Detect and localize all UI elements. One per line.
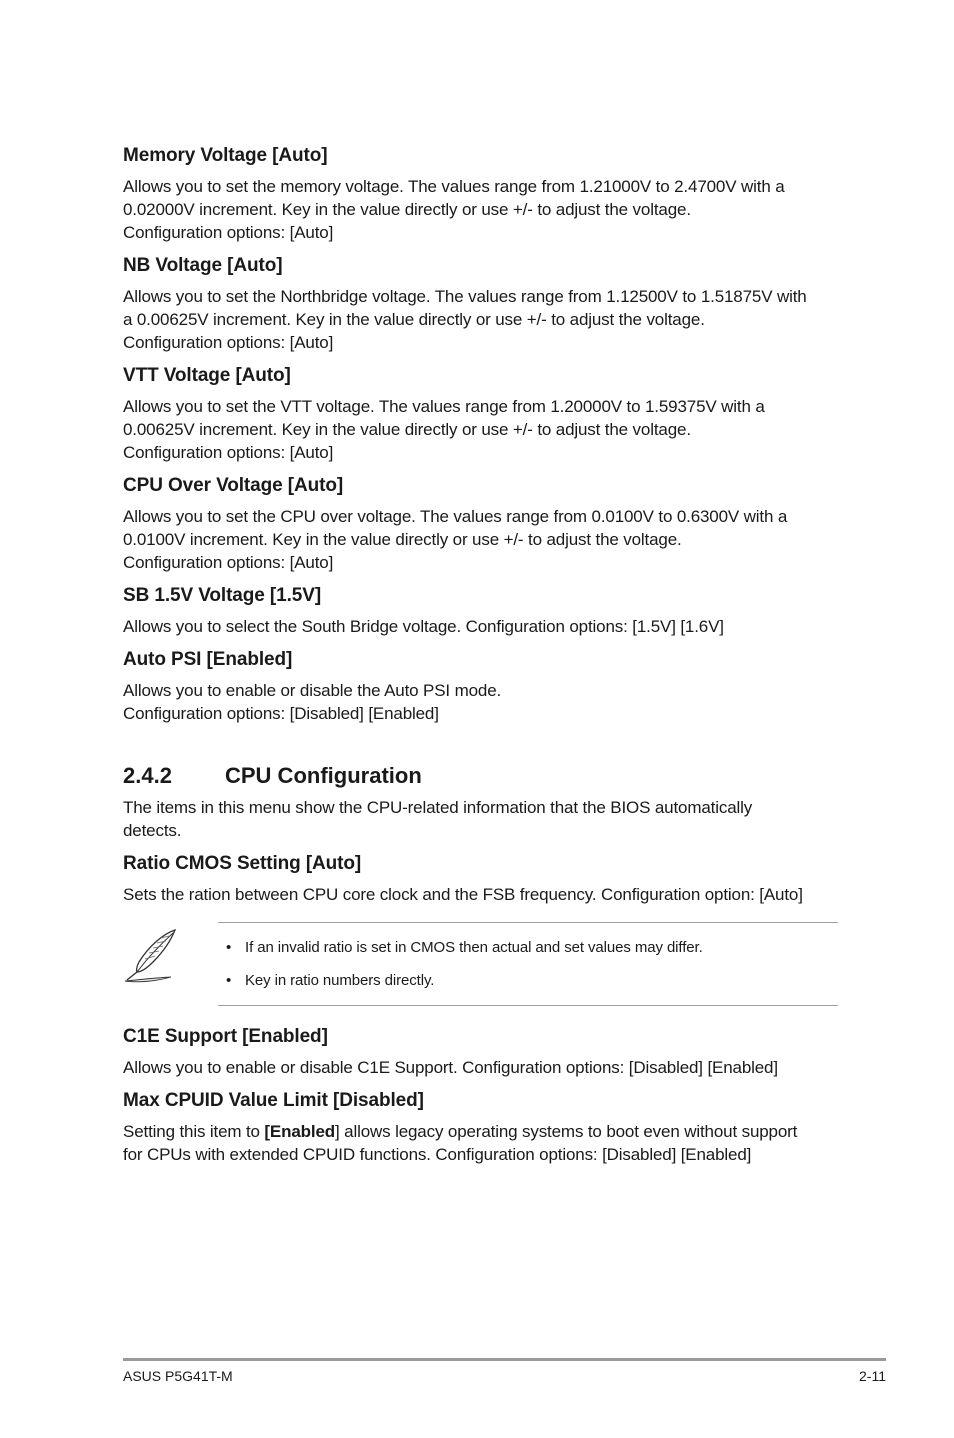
description-line: Configuration options: [Disabled] [Enabled]: [123, 704, 439, 723]
feather-pen-icon: [123, 922, 218, 1006]
setting-vtt-voltage: [123, 363, 838, 464]
description-line: Allows you to set the CPU over voltage. The values range from 0.0100V to 0.6300V with a: [123, 507, 788, 526]
setting-title: C1E Support [Enabled]: [123, 1026, 328, 1047]
intro-line: The items in this menu show the CPU-related information that the BIOS automatically: [123, 798, 753, 817]
description-line: Allows you to enable or disable the Auto PSI mode.: [123, 681, 502, 700]
setting-title: Max CPUID Value Limit [Disabled]: [123, 1090, 424, 1111]
text-run: Setting this item to: [123, 1122, 265, 1141]
setting-description: [123, 615, 838, 638]
note-text: Key in ratio numbers directly.: [245, 972, 435, 989]
description-line: Configuration options: [Auto]: [123, 333, 334, 352]
setting-nb-voltage: [123, 253, 838, 354]
setting-description: [123, 679, 838, 725]
setting-max-cpuid: [123, 1088, 838, 1166]
setting-title: CPU Over Voltage [Auto]: [123, 475, 344, 496]
description-line: [123, 1120, 838, 1143]
section-intro: [123, 796, 838, 842]
footer-page-number: 2-11: [859, 1368, 886, 1384]
setting-title: Memory Voltage [Auto]: [123, 145, 328, 166]
note-item: [226, 931, 838, 964]
intro-line: detects.: [123, 821, 182, 840]
section-number: 2.4.2: [123, 763, 172, 788]
setting-auto-psi: [123, 647, 838, 725]
bullet: •: [226, 972, 232, 989]
setting-cpu-over-voltage: [123, 473, 838, 574]
note-body: [218, 922, 838, 1006]
note-item: [226, 964, 838, 997]
setting-c1e-support: [123, 1024, 838, 1079]
description-line: Allows you to set the memory voltage. The values range from 1.21000V to 2.4700V with a: [123, 177, 785, 196]
description-line: Configuration options: [Auto]: [123, 223, 334, 242]
setting-description: [123, 1120, 838, 1166]
setting-memory-voltage: [123, 143, 838, 244]
setting-sb-voltage: [123, 583, 838, 638]
footer-rule: [123, 1358, 886, 1361]
note-box: [123, 922, 838, 1006]
text-run: ] allows legacy operating systems to boot even without support: [335, 1122, 798, 1141]
bullet: •: [226, 939, 232, 956]
description-line: Allows you to set the Northbridge voltage. The values range from 1.12500V to 1.51875V with: [123, 287, 807, 306]
description-line: Configuration options: [Auto]: [123, 443, 334, 462]
manual-content: [123, 143, 838, 1175]
description-line: Allows you to set the VTT voltage. The values range from 1.20000V to 1.59375V with a: [123, 397, 765, 416]
description-line: 0.02000V increment. Key in the value directly or use +/- to adjust the voltage.: [123, 200, 691, 219]
description-line: 0.0100V increment. Key in the value directly or use +/- to adjust the voltage.: [123, 530, 682, 549]
note-text: If an invalid ratio is set in CMOS then actual and set values may differ.: [245, 939, 703, 956]
setting-description: [123, 175, 838, 244]
footer-product-name: ASUS P5G41T-M: [123, 1368, 233, 1384]
setting-description: Allows you to enable or disable C1E Support. Configuration options: [Disabled] [Enabled]: [123, 1058, 778, 1077]
description-line: Allows you to select the South Bridge voltage. Configuration options: [1.5V] [1.6V]: [123, 617, 724, 636]
setting-description: [123, 505, 838, 574]
setting-title: NB Voltage [Auto]: [123, 255, 283, 276]
description-line: a 0.00625V increment. Key in the value directly or use +/- to adjust the voltage.: [123, 310, 705, 329]
setting-title: VTT Voltage [Auto]: [123, 365, 291, 386]
setting-title: SB 1.5V Voltage [1.5V]: [123, 585, 322, 606]
setting-title: Auto PSI [Enabled]: [123, 649, 293, 670]
description-line: for CPUs with extended CPUID functions. Configuration options: [Disabled] [Enabled]: [123, 1145, 752, 1164]
setting-title: Ratio CMOS Setting [Auto]: [123, 853, 362, 874]
setting-description: [123, 285, 838, 354]
setting-description: Sets the ration between CPU core clock and the FSB frequency. Configuration option: [Auto]: [123, 885, 803, 904]
description-line: 0.00625V increment. Key in the value directly or use +/- to adjust the voltage.: [123, 420, 691, 439]
section-heading-cpu-configuration: [123, 761, 838, 791]
bold-text-run: [Enabled: [264, 1122, 336, 1141]
section-title: CPU Configuration: [225, 763, 422, 788]
description-line: Configuration options: [Auto]: [123, 553, 334, 572]
setting-ratio-cmos: [123, 851, 838, 906]
setting-description: [123, 395, 838, 464]
